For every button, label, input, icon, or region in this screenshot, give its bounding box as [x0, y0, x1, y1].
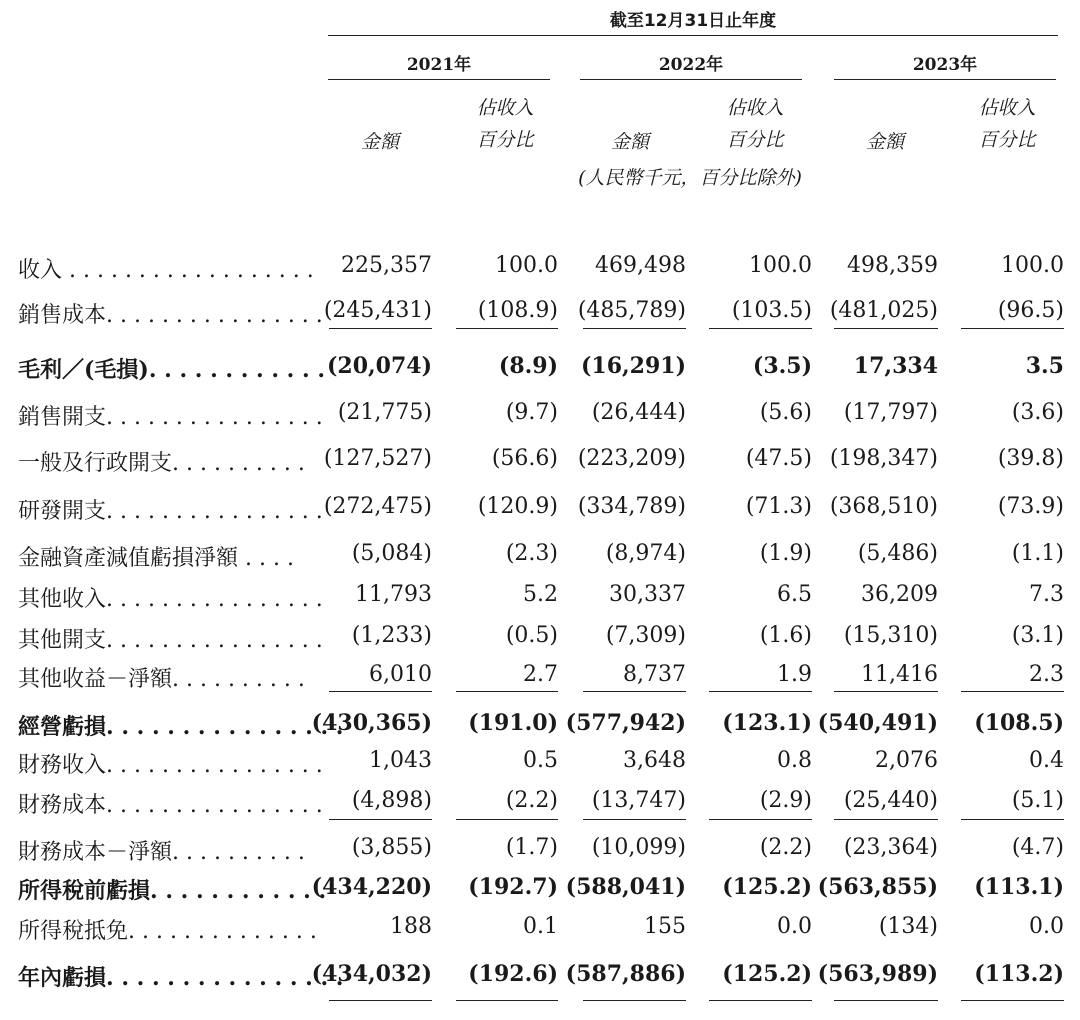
cell-amount-2021: (434,032) [311, 961, 432, 987]
cell-pct-2021: (56.6) [491, 446, 558, 471]
pct-heading-line1: 佔收入 [476, 97, 534, 119]
cell-amount-2022: (10,099) [591, 835, 686, 860]
cell-amount-2021: 11,793 [355, 582, 432, 607]
cell-pct-2021: (191.0) [468, 710, 558, 736]
cell-amount-2023: 498,359 [847, 253, 938, 278]
table-row [0, 617, 1080, 655]
pct-heading-2021 [460, 92, 550, 156]
table-row [0, 394, 1080, 432]
cell-amount-2022: 155 [644, 914, 686, 939]
cell-pct-2023: (73.9) [997, 494, 1064, 519]
cell-amount-2023: (540,491) [817, 710, 938, 736]
cell-pct-2023: 3.5 [1025, 353, 1064, 379]
table-row [0, 440, 1080, 478]
cell-amount-2022: (587,886) [565, 961, 686, 987]
cell-pct-2022: (47.5) [745, 446, 812, 471]
cell-amount-2022: 3,648 [623, 748, 686, 773]
cell-pct-2021: 5.2 [523, 582, 558, 607]
subtotal-rule [329, 1000, 432, 1001]
cell-pct-2022: (71.3) [745, 494, 812, 519]
year-2022-divider [580, 79, 802, 80]
cell-amount-2021: (5,084) [351, 541, 432, 566]
table-row [0, 292, 1080, 330]
subtotal-rule [834, 691, 938, 692]
subtotal-rule [456, 1000, 558, 1001]
table-row [0, 955, 1080, 993]
cell-amount-2023: (5,486) [857, 541, 938, 566]
cell-amount-2021: (434,220) [311, 874, 432, 900]
row-label: 金融資產減值虧損淨額 . . . . [18, 546, 294, 571]
cell-amount-2023: (25,440) [843, 788, 938, 813]
table-row [0, 704, 1080, 742]
subtotal-rule [583, 1000, 686, 1001]
cell-pct-2022: (3.5) [752, 353, 812, 379]
cell-pct-2023: (96.5) [997, 298, 1064, 323]
pct-heading-2023 [962, 92, 1052, 156]
period-header: 截至12月31日止年度 [609, 11, 777, 31]
subtotal-rule [709, 691, 812, 692]
row-label: 收入 . . . . . . . . . . . . . . . . . . [18, 258, 314, 283]
table-row [0, 829, 1080, 867]
row-label: 所得稅前虧損. . . . . . . . . . . . [18, 878, 327, 904]
cell-amount-2021: (3,855) [351, 835, 432, 860]
table-row [0, 576, 1080, 614]
cell-pct-2023: (1.1) [1011, 541, 1064, 566]
row-label: 財務收入. . . . . . . . . . . . . . . . [18, 753, 323, 778]
cell-amount-2022: (223,209) [577, 446, 686, 471]
cell-amount-2021: (20,074) [326, 353, 432, 379]
row-label: 所得稅抵免. . . . . . . . . . . . . . [18, 919, 317, 944]
row-label: 毛利／(毛損). . . . . . . . . . . . [18, 357, 325, 383]
row-label: 一般及行政開支. . . . . . . . . . [18, 451, 305, 476]
cell-amount-2023: 36,209 [861, 582, 938, 607]
cell-pct-2021: 100.0 [495, 253, 558, 278]
subtotal-rule [709, 819, 812, 820]
subtotal-rule [961, 819, 1064, 820]
cell-amount-2022: (13,747) [591, 788, 686, 813]
cell-amount-2022: 469,498 [595, 253, 686, 278]
cell-pct-2023: (113.2) [974, 961, 1064, 987]
cell-pct-2021: (8.9) [498, 353, 558, 379]
cell-amount-2021: (430,365) [311, 710, 432, 736]
cell-amount-2022: (334,789) [577, 494, 686, 519]
cell-amount-2022: (577,942) [565, 710, 686, 736]
cell-pct-2022: (2.9) [759, 788, 812, 813]
cell-pct-2023: 2.3 [1029, 662, 1064, 687]
table-row [0, 488, 1080, 526]
row-label: 銷售開支. . . . . . . . . . . . . . . . [18, 405, 323, 430]
subtotal-rule [583, 819, 686, 820]
cell-amount-2022: (16,291) [580, 353, 686, 379]
cell-pct-2022: (125.2) [722, 961, 812, 987]
year-2023: 2023年 [912, 55, 978, 75]
cell-pct-2021: 0.5 [523, 748, 558, 773]
cell-pct-2023: (5.1) [1011, 788, 1064, 813]
table-row [0, 782, 1080, 820]
cell-pct-2023: (39.8) [997, 446, 1064, 471]
pct-heading-line2: 百分比 [726, 129, 784, 151]
row-label: 財務成本. . . . . . . . . . . . . . . . [18, 793, 323, 818]
cell-amount-2023: 17,334 [853, 353, 938, 379]
cell-amount-2021: (272,475) [323, 494, 432, 519]
subtotal-rule [329, 328, 432, 329]
subtotal-rule [583, 328, 686, 329]
cell-pct-2022: (2.2) [759, 835, 812, 860]
year-2021: 2021年 [406, 55, 472, 75]
pct-heading-line1: 佔收入 [726, 97, 784, 119]
cell-amount-2023: (15,310) [843, 623, 938, 648]
row-label: 年內虧損. . . . . . . . . . . . . . . . [18, 965, 344, 991]
amount-heading-2023: 金額 [865, 131, 904, 153]
cell-pct-2021: (1.7) [505, 835, 558, 860]
cell-pct-2023: 100.0 [1001, 253, 1064, 278]
cell-amount-2022: 8,737 [623, 662, 686, 687]
table-row [0, 347, 1080, 385]
cell-pct-2023: (4.7) [1011, 835, 1064, 860]
subtotal-rule [329, 819, 432, 820]
cell-amount-2022: (485,789) [577, 298, 686, 323]
cell-pct-2023: 0.0 [1029, 914, 1064, 939]
cell-pct-2023: (113.1) [974, 874, 1064, 900]
cell-amount-2022: (588,041) [565, 874, 686, 900]
cell-pct-2021: (2.3) [505, 541, 558, 566]
cell-amount-2022: 30,337 [609, 582, 686, 607]
cell-pct-2022: 0.0 [777, 914, 812, 939]
row-label: 銷售成本. . . . . . . . . . . . . . . . [18, 303, 323, 328]
cell-amount-2023: 2,076 [875, 748, 938, 773]
subtotal-rule [834, 328, 938, 329]
row-label: 財務成本－淨額. . . . . . . . . . [18, 840, 305, 865]
cell-pct-2022: (103.5) [731, 298, 812, 323]
cell-pct-2021: 2.7 [523, 662, 558, 687]
subtotal-rule [709, 1000, 812, 1001]
cell-pct-2021: (120.9) [477, 494, 558, 519]
cell-amount-2023: 11,416 [861, 662, 938, 687]
table-row [0, 656, 1080, 694]
cell-pct-2022: (5.6) [759, 400, 812, 425]
cell-pct-2023: 7.3 [1029, 582, 1064, 607]
cell-amount-2023: (23,364) [843, 835, 938, 860]
row-label: 經營虧損. . . . . . . . . . . . . . . . [18, 714, 344, 740]
cell-pct-2021: (2.2) [505, 788, 558, 813]
subtotal-rule [456, 691, 558, 692]
subtotal-rule [329, 691, 432, 692]
row-label: 其他收益－淨額. . . . . . . . . . [18, 667, 305, 692]
row-label: 研發開支. . . . . . . . . . . . . . . . [18, 499, 323, 524]
cell-amount-2023: (134) [878, 914, 938, 939]
cell-pct-2022: (125.2) [722, 874, 812, 900]
amount-heading-2022: 金額 [610, 131, 649, 153]
cell-pct-2022: (1.6) [759, 623, 812, 648]
unit-note: (人民幣千元，百分比除外) [578, 167, 802, 189]
cell-pct-2023: (3.1) [1011, 623, 1064, 648]
cell-pct-2023: 0.4 [1029, 748, 1064, 773]
year-2023-divider [834, 79, 1056, 80]
period-divider [328, 35, 1058, 36]
cell-amount-2022: (26,444) [591, 400, 686, 425]
subtotal-rule [834, 1000, 938, 1001]
table-row [0, 535, 1080, 573]
table-row [0, 742, 1080, 780]
table-row [0, 908, 1080, 946]
cell-amount-2021: 1,043 [369, 748, 432, 773]
cell-amount-2021: (1,233) [351, 623, 432, 648]
row-label: 其他收入. . . . . . . . . . . . . . . . [18, 587, 323, 612]
cell-amount-2021: 6,010 [369, 662, 432, 687]
cell-amount-2021: (127,527) [323, 446, 432, 471]
subtotal-rule [583, 691, 686, 692]
cell-amount-2021: (245,431) [323, 298, 432, 323]
subtotal-rule [834, 819, 938, 820]
subtotal-rule [961, 328, 1064, 329]
cell-amount-2021: (4,898) [351, 788, 432, 813]
pct-heading-line2: 百分比 [978, 129, 1036, 151]
cell-amount-2021: (21,775) [337, 400, 432, 425]
cell-pct-2021: 0.1 [523, 914, 558, 939]
cell-pct-2022: 1.9 [777, 662, 812, 687]
pct-heading-line1: 佔收入 [978, 97, 1036, 119]
row-label: 其他開支. . . . . . . . . . . . . . . . [18, 628, 323, 653]
cell-pct-2021: (192.6) [468, 961, 558, 987]
cell-amount-2023: (563,855) [817, 874, 938, 900]
cell-amount-2022: (7,309) [605, 623, 686, 648]
cell-amount-2021: 188 [390, 914, 432, 939]
pct-heading-line2: 百分比 [476, 129, 534, 151]
year-2022: 2022年 [658, 55, 724, 75]
cell-pct-2021: (9.7) [505, 400, 558, 425]
cell-amount-2023: (368,510) [829, 494, 938, 519]
cell-pct-2022: 0.8 [777, 748, 812, 773]
year-2021-divider [328, 79, 550, 80]
cell-pct-2022: (1.9) [759, 541, 812, 566]
cell-pct-2023: (3.6) [1011, 400, 1064, 425]
cell-pct-2023: (108.5) [974, 710, 1064, 736]
cell-pct-2021: (192.7) [468, 874, 558, 900]
amount-heading-2021: 金額 [360, 131, 399, 153]
table-row [0, 868, 1080, 906]
subtotal-rule [961, 691, 1064, 692]
table-row [0, 247, 1080, 285]
pct-heading-2022 [710, 92, 800, 156]
cell-amount-2023: (17,797) [843, 400, 938, 425]
subtotal-rule [456, 819, 558, 820]
cell-pct-2021: (0.5) [505, 623, 558, 648]
cell-amount-2022: (8,974) [605, 541, 686, 566]
cell-amount-2021: 225,357 [341, 253, 432, 278]
subtotal-rule [456, 328, 558, 329]
cell-pct-2021: (108.9) [477, 298, 558, 323]
cell-pct-2022: (123.1) [722, 710, 812, 736]
cell-amount-2023: (563,989) [817, 961, 938, 987]
cell-amount-2023: (198,347) [829, 446, 938, 471]
cell-amount-2023: (481,025) [829, 298, 938, 323]
subtotal-rule [709, 328, 812, 329]
cell-pct-2022: 6.5 [777, 582, 812, 607]
cell-pct-2022: 100.0 [749, 253, 812, 278]
subtotal-rule [961, 1000, 1064, 1001]
